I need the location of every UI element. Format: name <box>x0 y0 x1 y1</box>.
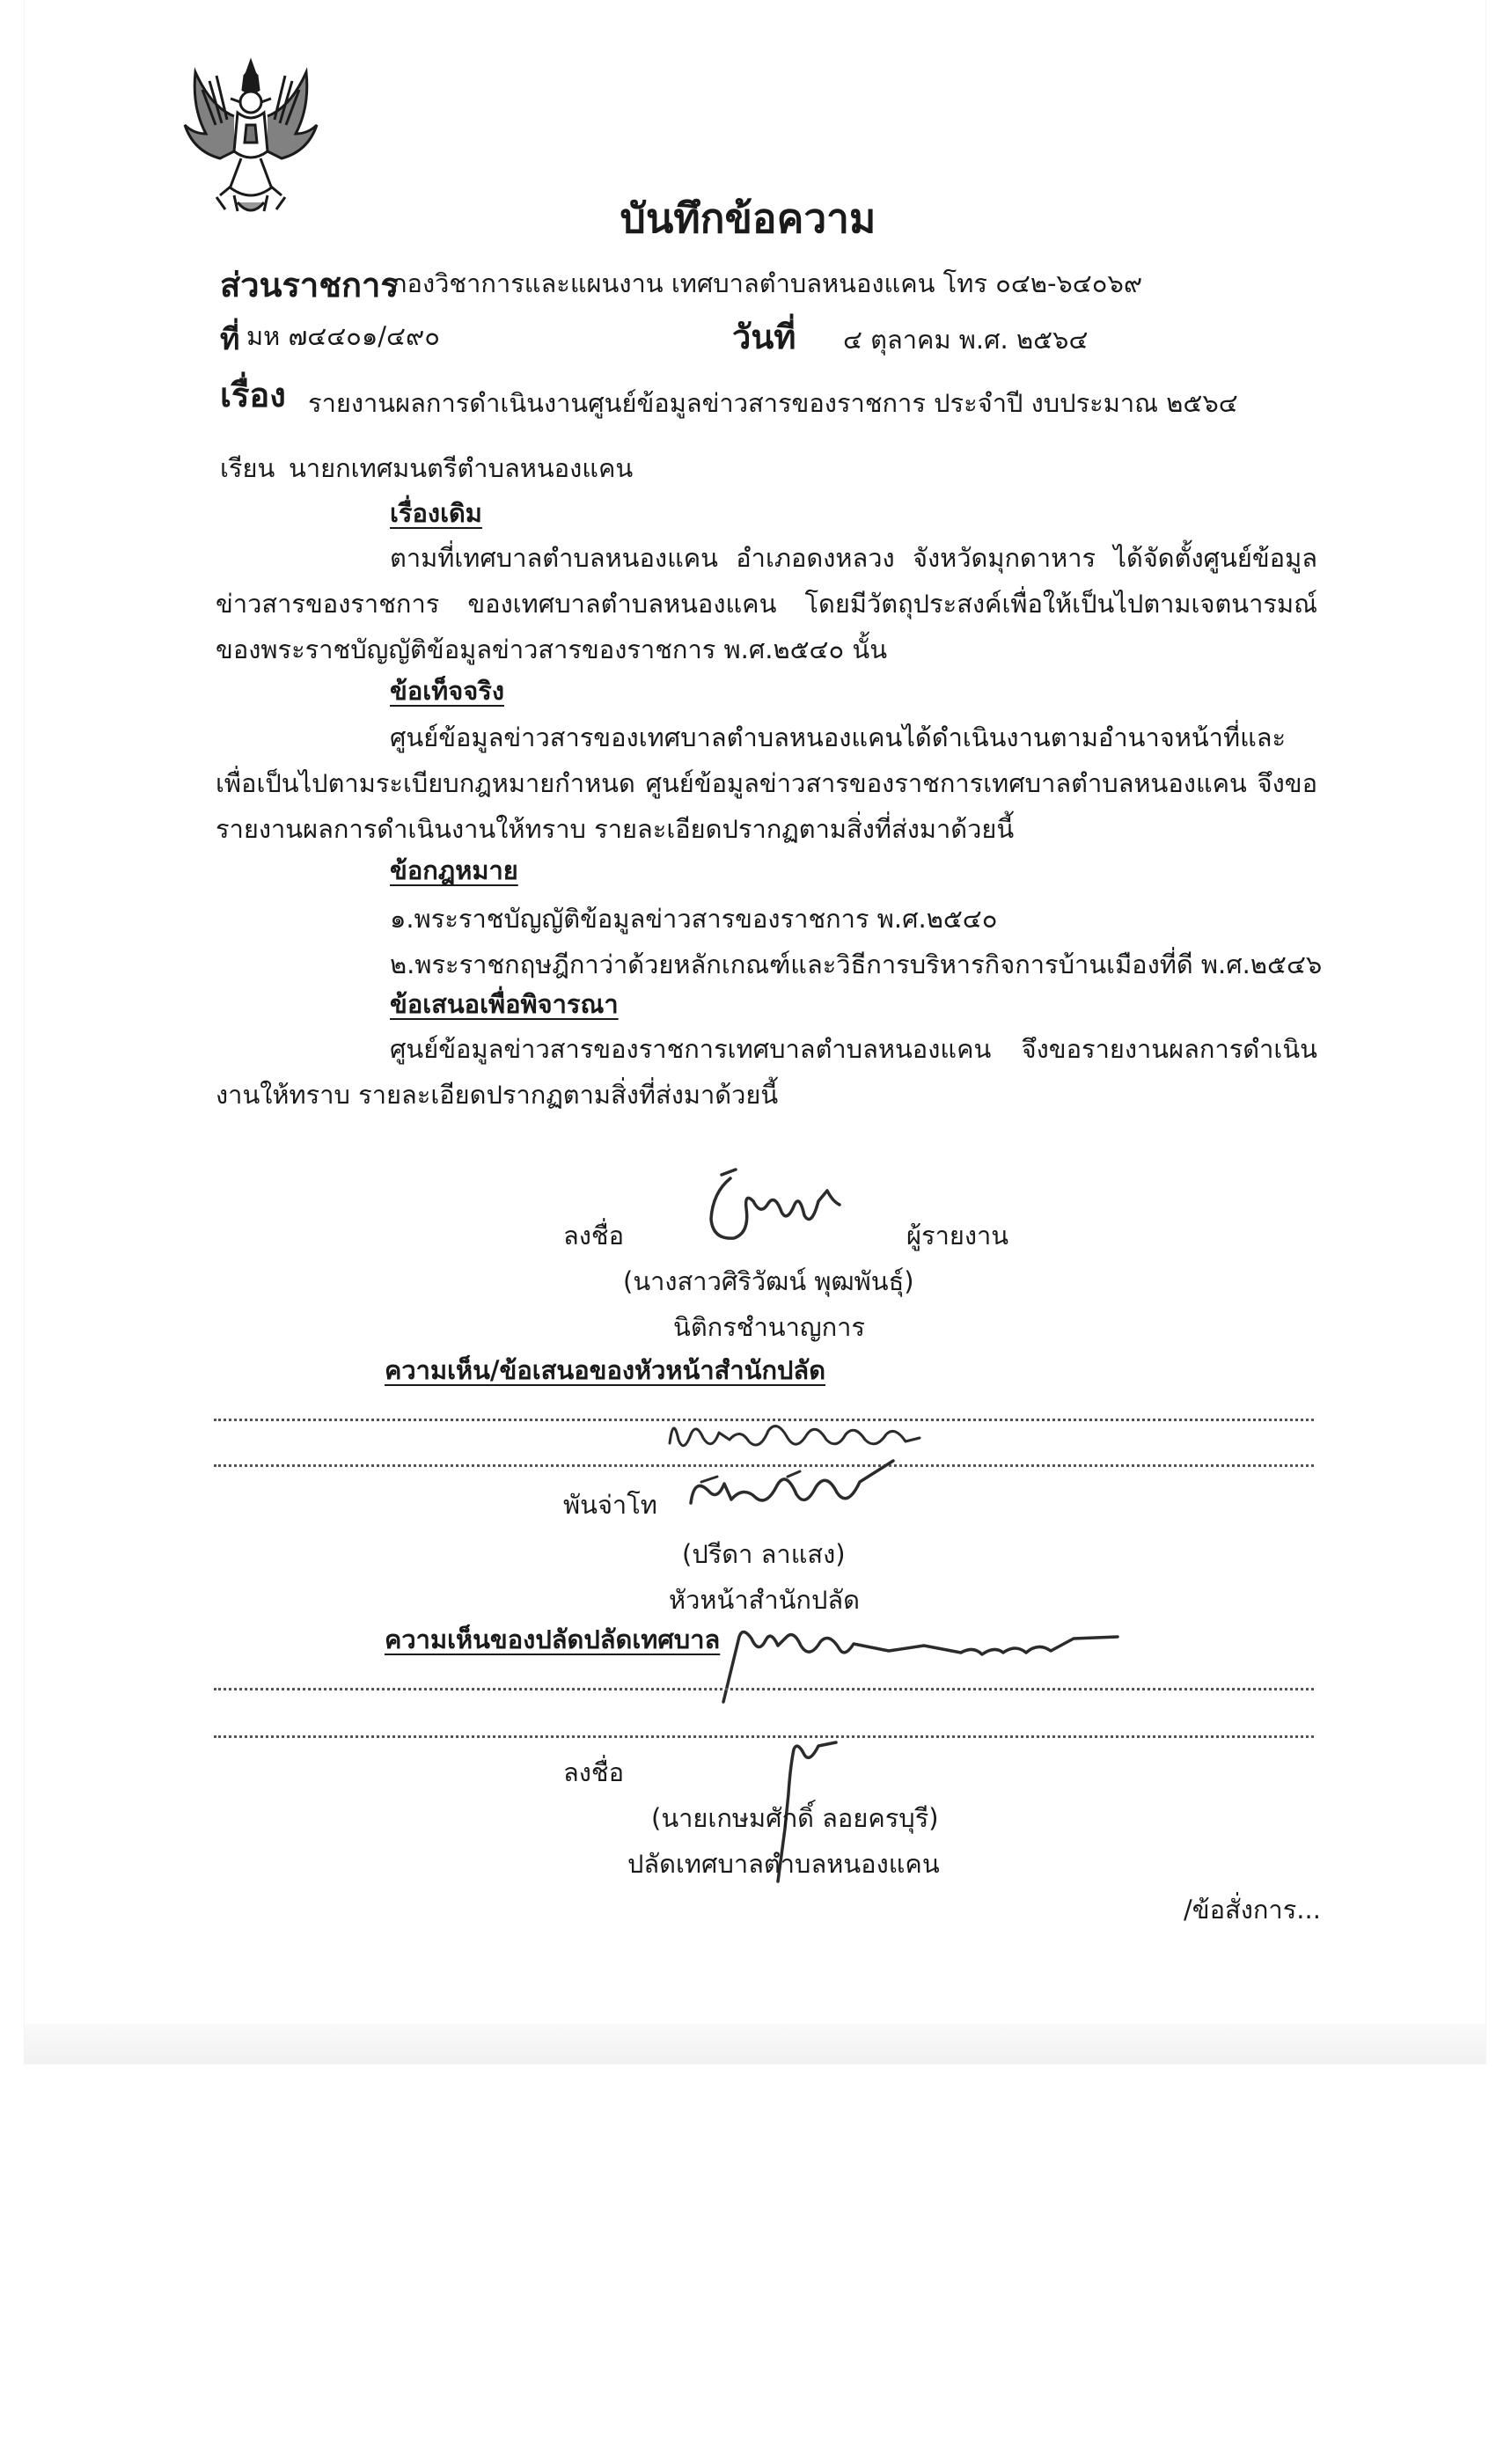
proposal-heading: ข้อเสนอเพื่อพิจารณา <box>390 989 619 1019</box>
reporter-position: นิติกรชำนาญการ <box>673 1312 865 1342</box>
subject-label: เรื่อง <box>220 376 286 414</box>
subject-value: รายงานผลการดำเนินงานศูนย์ข้อมูลข่าวสารของราชการ ประจำปี งบประมาณ ๒๕๖๔ <box>308 388 1238 418</box>
deputy-name: (นายเกษมศักดิ์ ลอยครบุรี) <box>651 1803 939 1833</box>
date-value: ๔ ตุลาคม พ.ศ. ๒๕๖๔ <box>843 325 1089 355</box>
chief-review-heading: ความเห็น/ข้อเสนอของหัวหน้าสำนักปลัด <box>385 1355 826 1385</box>
memo-title: บันทึกข้อความ <box>620 194 876 242</box>
chief-position: หัวหน้าสำนักปลัด <box>669 1585 861 1615</box>
to-label: เรียน <box>220 453 275 483</box>
deputy-comment-line-1 <box>214 1688 1314 1690</box>
office-value: กองวิชาการและแผนงาน เทศบาลตำบลหนองแคน โทร ๐๔๒-๖๔๐๖๙ <box>392 268 1143 298</box>
background-heading: เรื่องเดิม <box>390 498 482 528</box>
to-value: นายกเทศมนตรีตำบลหนองแคน <box>289 453 634 483</box>
law-heading: ข้อกฎหมาย <box>390 855 518 885</box>
reporter-role: ผู้รายงาน <box>906 1221 1009 1250</box>
law-item: ๑.พระราชบัญญัติข้อมูลข่าวสารของราชการ พ.ศ.๒๕๔๐ <box>390 904 998 934</box>
date-label: วันที่ <box>732 318 796 356</box>
reporter-signature-icon <box>695 1166 854 1250</box>
facts-paragraph: ศูนย์ข้อมูลข่าวสารของเทศบาลตำบลหนองแคนได้ดำเนินงานตามอำนาจหน้าที่และเพื่อเป็นไปตามระเบียบกฎหมายกำหนด ศูนย์ข้อมูลข่าวสารของราชการเทศบาลตำบลหนองแคน จึงขอรายงานผลการดำเนินงานให้ทราบ รายละเอียดปรากฏตามสิ่งที่ส่งมาด้วยนี้ <box>216 722 1317 844</box>
deputy-sign-label: ลงชื่อ <box>563 1757 625 1787</box>
ref-label: ที่ <box>220 322 240 357</box>
reporter-sign-label: ลงชื่อ <box>563 1221 625 1250</box>
office-label: ส่วนราชการ <box>220 266 399 304</box>
deputy-review-heading: ความเห็นของปลัดปลัดเทศบาล <box>385 1624 721 1654</box>
ref-value: มห ๗๔๔๐๑/๔๙๐ <box>246 321 440 351</box>
chief-rank: พันจ่าโท <box>563 1490 657 1520</box>
scan-edge <box>25 2024 1485 2064</box>
deputy-handwritten-comment-icon <box>713 1619 1126 1707</box>
facts-heading: ข้อเท็จจริง <box>390 676 504 706</box>
chief-name: (ปรีดา ลาแสง) <box>682 1539 846 1569</box>
deputy-position: ปลัดเทศบาลตำบลหนองแคน <box>627 1849 940 1879</box>
chief-signature-icon <box>682 1450 902 1525</box>
law-item: ๒.พระราชกฤษฎีกาว่าด้วยหลักเกณฑ์และวิธีการบริหารกิจการบ้านเมืองที่ดี พ.ศ.๒๕๔๖ <box>390 950 1323 979</box>
reporter-name: (นางสาวศิริวัฒน์ พุฒพันธุ์) <box>623 1266 914 1296</box>
continued-note: /ข้อสั่งการ... <box>1184 1895 1321 1925</box>
proposal-paragraph: ศูนย์ข้อมูลข่าวสารของราชการเทศบาลตำบลหนองแคน จึงขอรายงานผลการดำเนินงานให้ทราบ รายละเอียดปรากฏตามสิ่งที่ส่งมาด้วยนี้ <box>216 1034 1317 1110</box>
background-paragraph: ตามที่เทศบาลตำบลหนองแคน อำเภอดงหลวง จังหวัดมุกดาหาร ได้จัดตั้งศูนย์ข้อมูลข่าวสารของราชการ ของเทศบาลตำบลหนองแคน โดยมีวัตถุประสงค์เพื่อให้เป็นไปตามเจตนารมณ์ของพระราชบัญญัติข้อมูลข่าวสารของราชการ พ.ศ.๒๕๔๐ นั้น <box>216 543 1317 664</box>
